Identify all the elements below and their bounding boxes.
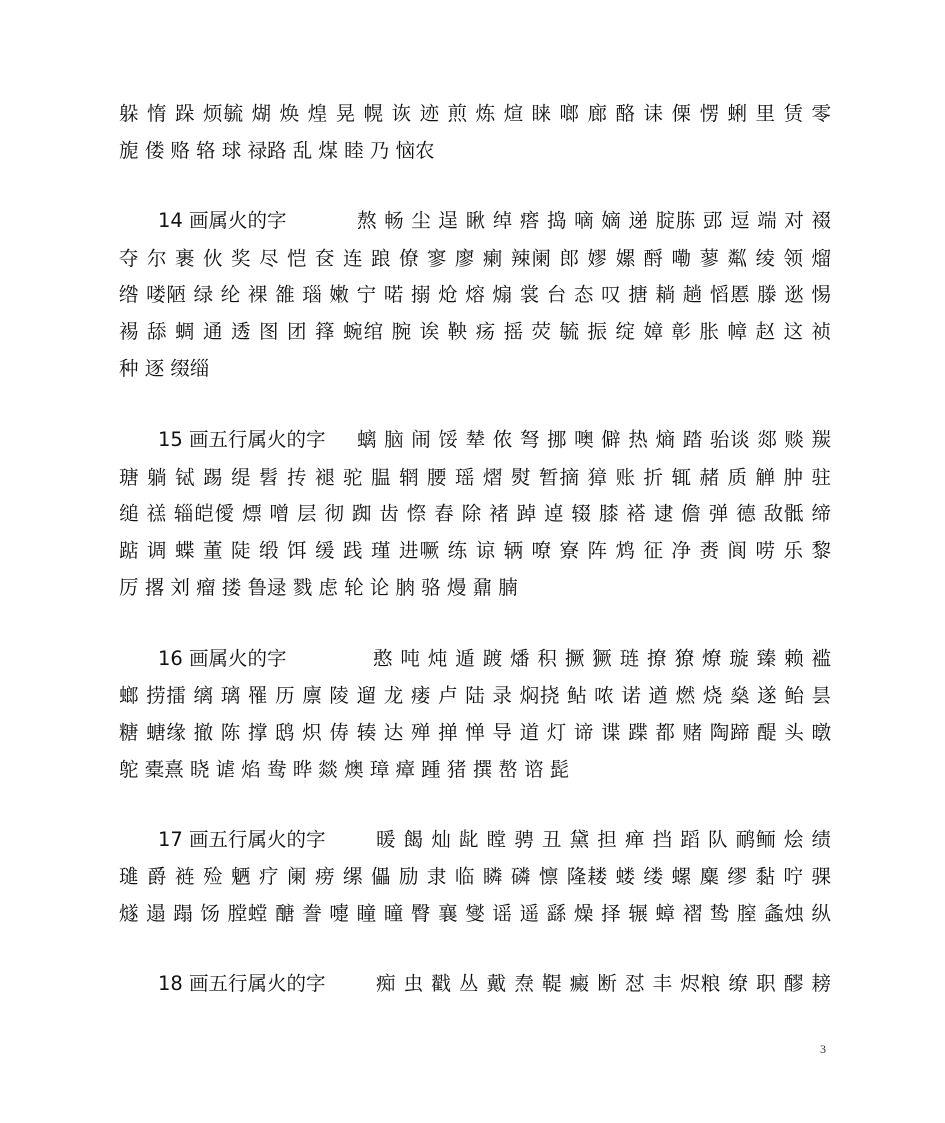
section-heading-16 [158,646,831,672]
char-list: 痴 虫 戳 丛 戴 焘 鞮 癜 断 怼 丰 烬粮 缭 职 醪 耪 [376,972,831,995]
text-line: 厉 撂 刘 瘤 搂 鲁逯 戮 虑 轮 论 朒 骆 熳 鼐 腩 [119,576,518,599]
text-line: 种 逐 缀缁 [119,357,210,380]
text-line: 绺 喽陋 绿 纶 裸 雒 瑙 嫩 宁 喏 搦 炝 熔 煽 裳 台 态 叹 搪 耥 趟 慆慝 滕 逖 惕 [119,283,831,306]
section-label: 16 画属火的字 [158,647,287,670]
section-label: 15 画五行属火的字 [158,428,326,451]
text-line: 糖 螗缘 撤 陈 撑 鸱 炽 俦 辏 达 殚 掸 惮 导 道 灯 谛 谍 蹀 都 赌 陶蹄 醍 头 暾 [119,721,831,744]
section-label: 18 画五行属火的字 [158,972,326,995]
char-list: 螭 脑 闹 馁 辇 侬 弩 挪 噢 僻 热 熵 踏 骀谈 郯 赕 羰 [357,428,831,451]
section-heading-14 [158,208,831,234]
section-heading-15 [158,427,831,453]
text-line: 螂 捞擂 缡 璃 罹 历 廪 陵 遛 龙 瘘 卢 陆 录 焖挠 鲇 哝 诺 遒 燃 烧 燊 遂 鲐 昙 [119,684,831,707]
section-label: 14 画属火的字 [158,209,287,232]
section-label: 17 画五行属火的字 [158,828,326,851]
text-line: 踮 调 蝶 董 陡 缎 饵 缓 践 瑾 进噘 练 谅 辆 嘹 寮 阵 鸩 征 净 赉 阆 唠 乐 黎 [119,539,831,562]
char-list: 暖 餲 灿 龀 瞠 骋 丑 黛 担 瘅 挡 蹈 队 鸸鲕 烩 绩 [376,828,831,851]
char-list: 熬 畅 尘 逞 瞅 绰 瘩 捣 嘀 嫡 递 腚胨 郖 逗 端 对 裰 [357,209,831,232]
text-line: 旎 偻 赂 辂 球 禄路 乱 煤 睦 乃 恼农 [119,139,435,162]
text-line: 璡 爵 裢 殓 魉 疗 阑 痨 缧 儡 励 隶 临 瞵 磷 懔 隆耧 蝼 缕 螺 麋 缪 黏 咛 骒 [119,865,831,888]
text-line: 裼 舔 蜩 通 透 图 团 箨 蜿绾 腕 诶 鞅 疡 摇 荧 毓 振 绽 嫜 彰 胀 幛 赵 这 祯 [119,320,831,343]
text-line: 夺 尔 裹 伙 奖 尽 恺 奁 连 踉 僚 寥 廖 瘌 辣阑 郎 嫪 嫘 酹 嘞 蓼 粼 绫 领 熘 [119,247,831,270]
text-line: 燧 遢 蹋 饧 膛螳 醣 誊 嚏 瞳 曈 臀 襄 燮 谣 遥 繇 燥 择 辗 蟑 褶 鸷 膣 螽烛 纵 [119,902,831,925]
text-line: 缒 禚 辎皑僾 熛 噌 层 彻 踟 齿 憏 舂 除 褚 踔 逴 辍 膝 褡 逮 儋 弹 德 敌骶 缔 [119,502,831,525]
text-line: 瑭 躺 铽 踢 缇 髫 抟 褪 驼 腽 辋 腰 瑶 熠 熨 暂摘 獐 账 折 辄 赭 质 觯 肿 驻 [119,466,831,489]
text-line: 鸵 橐熹 晓 谑 焰 鸯 晔 燚 燠 璋 瘴 踵 猪 撰 嶅 谘 髭 [119,758,570,781]
text-line: 躲 惰 跺 烦毓 煳 焕 煌 晃 幌 诙 迹 煎 炼 煊 睐 啷 廊 酪 诔 傈 愣 蜊 里 赁 零 [119,102,831,125]
section-heading-18 [158,971,831,997]
page-number: 3 [820,1042,826,1056]
char-list: 憨 吨 炖 遁 踱 燔 积 撅 獗 琏 撩 獠 燎 璇 臻 赖 褴 [373,647,831,670]
section-heading-17 [158,827,831,853]
